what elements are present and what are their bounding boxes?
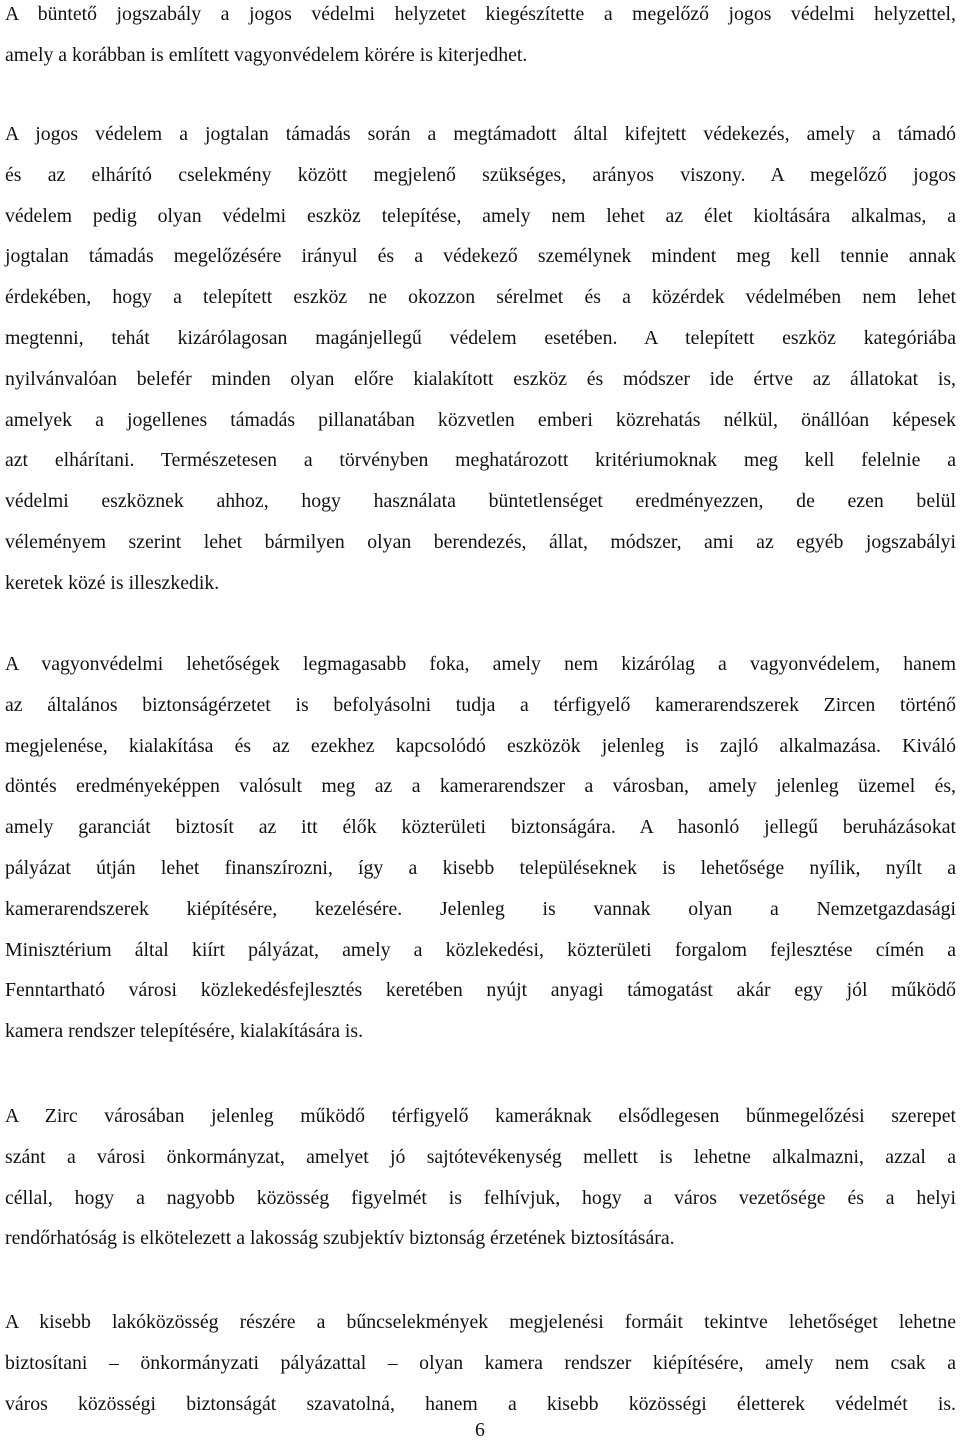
page-number: 6 <box>475 1419 485 1441</box>
paragraph-line: pályázat útján lehet finanszírozni, így a kisebb településeknek is lehetősége nyílik, nyílt a <box>5 856 956 879</box>
paragraph-line: Fenntartható városi közlekedésfejlesztés keretében nyújt anyagi támogatást akár egy jól működő <box>5 979 956 1002</box>
paragraph-line: védelmi eszköznek ahhoz, hogy használata büntetlenséget eredményezzen, de ezen belül <box>5 490 956 513</box>
paragraph-4 <box>5 1096 956 1259</box>
paragraph-line: A vagyonvédelmi lehetőségek legmagasabb foka, amely nem kizárólag a vagyonvédelem, hanem <box>5 653 956 675</box>
paragraph-line: az általános biztonságérzetet is befolyásolni tudja a térfigyelő kamerarendszerek Zircen történő <box>5 693 956 716</box>
paragraph-line: biztosítani – önkormányzati pályázattal – olyan kamera rendszer kiépítésére, amely nem csak a <box>5 1351 956 1374</box>
paragraph-line: A büntető jogszabály a jogos védelmi helyzetet kiegészítette a megelőző jogos védelmi helyzettel, <box>5 3 956 25</box>
paragraph-line: A jogos védelem a jogtalan támadás során a megtámadott által kifejtett védekezés, amely a támadó <box>5 123 956 145</box>
paragraph-line: és az elhárító cselekmény között megjelenő szükséges, arányos viszony. A megelőző jogos <box>5 163 956 186</box>
paragraph-line: véleményem szerint lehet bármilyen olyan berendezés, állat, módszer, ami az egyéb jogszabályi <box>5 530 956 553</box>
paragraph-line: érdekében, hogy a telepített eszköz ne okozzon sérelmet és a közérdek védelmében nem lehet <box>5 286 956 309</box>
paragraph-2 <box>5 114 956 604</box>
paragraph-line: jogtalan támadás megelőzésére irányul és a védekező személynek mindent meg kell tennie annak <box>5 245 956 268</box>
paragraph-line: Minisztérium által kiírt pályázat, amely a közlekedési, közterületi forgalom fejlesztése címén a <box>5 938 956 961</box>
paragraph-line: város közösségi biztonságát szavatolná, hanem a kisebb közösségi életterek védelmét is. <box>5 1392 956 1415</box>
paragraph-line: nyilvánvalóan belefér minden olyan előre kialakított eszköz és módszer ide értve az állatokat is, <box>5 367 956 390</box>
paragraph-5 <box>5 1302 956 1424</box>
paragraph-line: céllal, hogy a nagyobb közösség figyelmét is felhívjuk, hogy a város vezetősége és a helyi <box>5 1186 956 1209</box>
paragraph-line: kamera rendszer telepítésére, kialakítására is. <box>5 1020 364 1043</box>
paragraph-line: amely a korábban is említett vagyonvédelem körére is kiterjedhet. <box>5 43 528 66</box>
paragraph-line: szánt a városi önkormányzat, amelyet jó sajtótevékenység mellett is lehetne alkalmazni, azzal a <box>5 1145 956 1168</box>
paragraph-line: megjelenése, kialakítása és az ezekhez kapcsolódó eszközök jelenleg is zajló alkalmazása. Kiváló <box>5 734 956 757</box>
paragraph-line: keretek közé is illeszkedik. <box>5 571 220 594</box>
paragraph-line: kamerarendszerek kiépítésére, kezelésére. Jelenleg is vannak olyan a Nemzetgazdasági <box>5 897 956 920</box>
paragraph-line: azt elhárítani. Természetesen a törvényben meghatározott kritériumoknak meg kell felelnie a <box>5 449 956 472</box>
paragraph-line: A kisebb lakóközösség részére a bűncselekmények megjelenési formáit tekintve lehetőséget lehetne <box>5 1311 956 1333</box>
paragraph-3 <box>5 644 956 1052</box>
paragraph-line: A Zirc városában jelenleg működő térfigyelő kameráknak elsődlegesen bűnmegelőzési szerepet <box>5 1105 956 1127</box>
paragraph-line: védelem pedig olyan védelmi eszköz telepítése, amely nem lehet az élet kioltására alkalmas, a <box>5 204 956 227</box>
paragraph-line: döntés eredményeképpen valósult meg az a kamerarendszer a városban, amely jelenleg üzemel és, <box>5 775 956 798</box>
paragraph-line: amely garanciát biztosít az itt élők közterületi biztonságára. A hasonló jellegű beruházásokat <box>5 816 956 839</box>
paragraph-1 <box>5 0 956 76</box>
paragraph-line: rendőrhatóság is elkötelezett a lakosság szubjektív biztonság érzetének biztosítására. <box>5 1227 675 1250</box>
paragraph-line: megtenni, tehát kizárólagosan magánjellegű védelem esetében. A telepített eszköz kategóriába <box>5 326 956 349</box>
paragraph-line: amelyek a jogellenes támadás pillanatában közvetlen emberi közrehatás nélkül, önállóan képesek <box>5 408 956 431</box>
